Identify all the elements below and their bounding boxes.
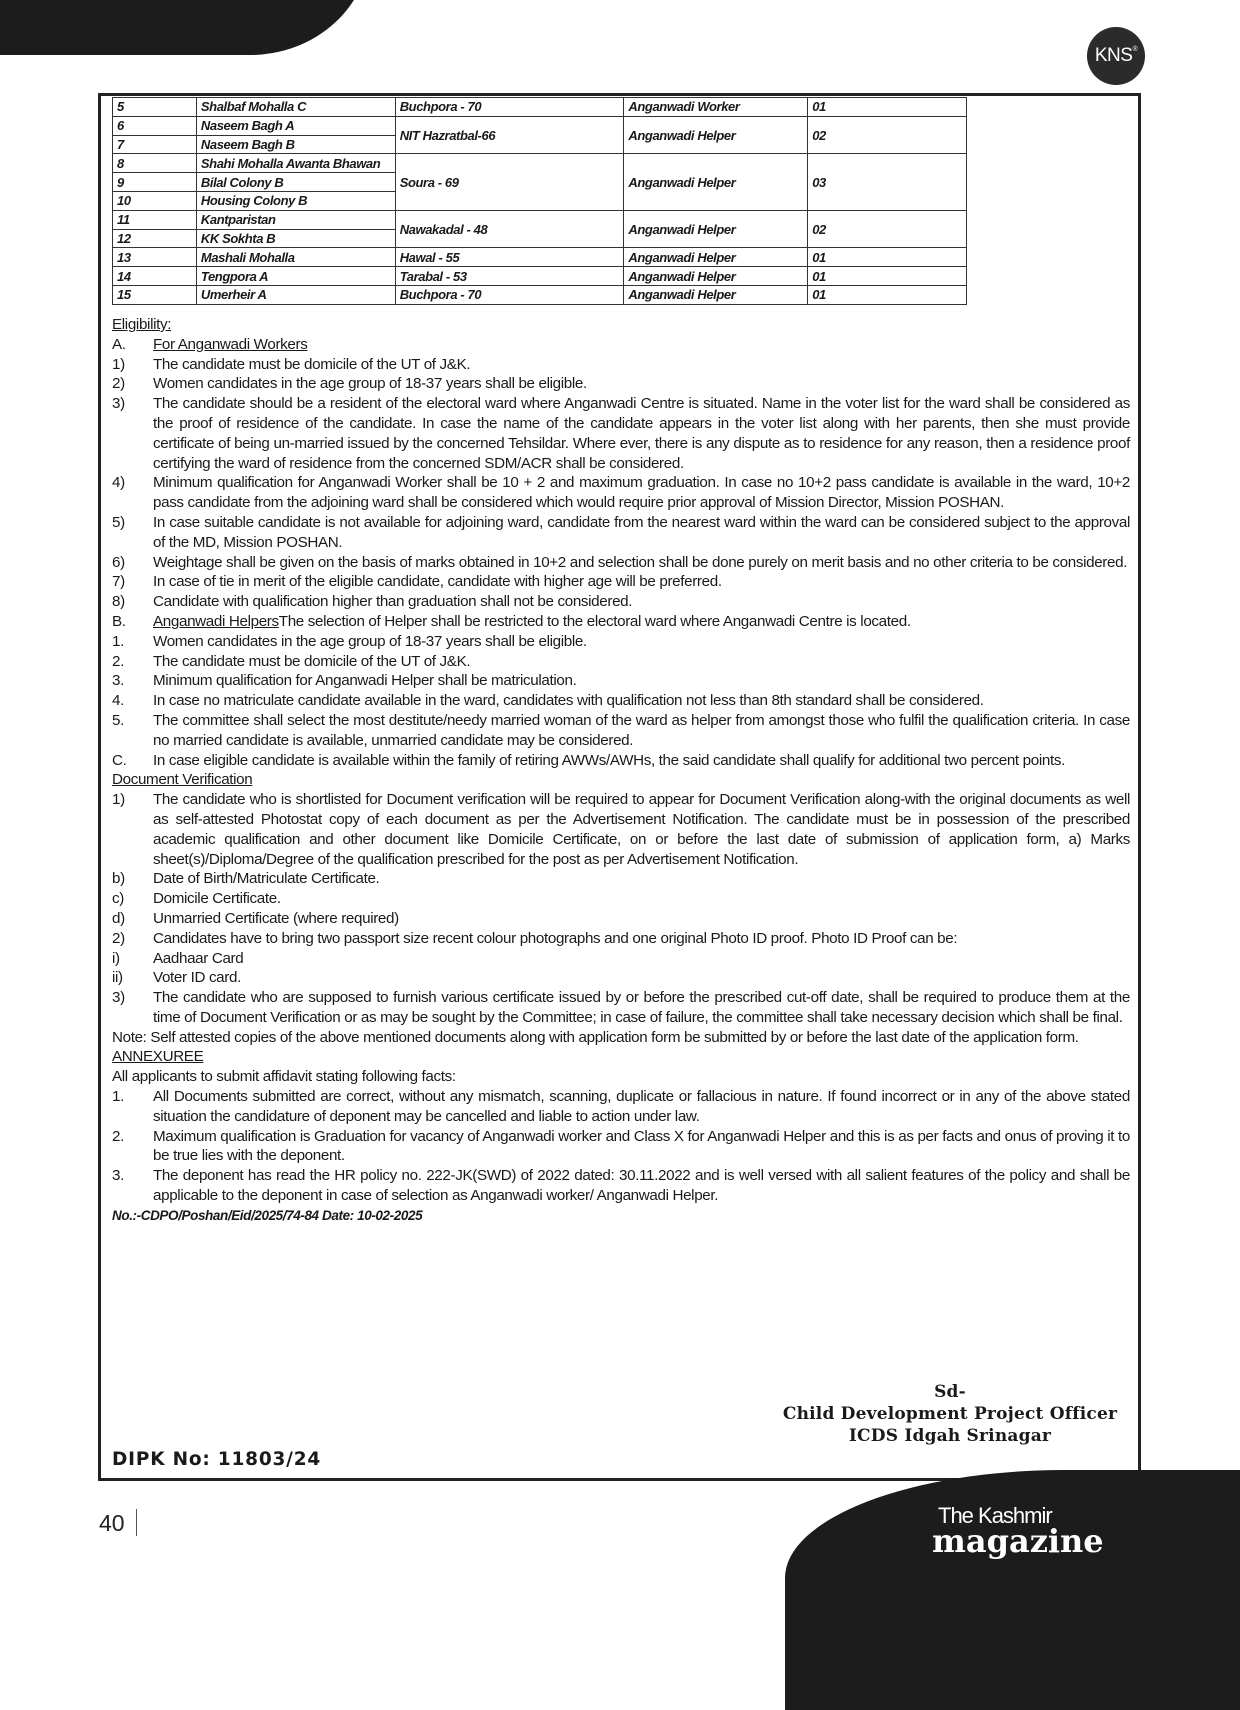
list-item (112, 652, 1130, 672)
list-item-text: The candidate must be domicile of the UT of J&K. (153, 355, 471, 373)
list-item-text: Unmarried Certificate (where required) (153, 909, 399, 927)
table-cell-count: 01 (808, 285, 967, 304)
table-cell-post: Anganwadi Helper (624, 267, 808, 286)
list-item-number: c) (112, 890, 124, 908)
table-cell-ward: Tengpora A (196, 267, 395, 286)
table-cell-ward: Mashali Mohalla (196, 248, 395, 267)
list-item (112, 949, 1130, 969)
list-item (112, 691, 1130, 711)
list-item (112, 929, 1130, 949)
table-cell-count: 01 (808, 98, 967, 117)
table-row (113, 98, 967, 117)
list-item-text: Women candidates in the age group of 18-37 years shall be eligible. (153, 632, 587, 650)
list-item-number: 8) (112, 593, 125, 611)
list-item-number: 5) (112, 513, 125, 531)
table-cell-sno: 14 (113, 267, 197, 286)
list-item (112, 671, 1130, 691)
table-cell-sno: 13 (113, 248, 197, 267)
list-item-text: In case eligible candidate is available within the family of retiring AWWs/AWHs, the said candidate shall qualify for additional two percent points. (153, 751, 1065, 769)
table-cell-ward: KK Sokhta B (196, 229, 395, 248)
list-item-number: 2. (112, 1127, 124, 1145)
list-item-number: 3) (112, 395, 125, 413)
table-cell-sno: 9 (113, 173, 197, 192)
list-item (112, 1166, 1130, 1206)
list-item (112, 513, 1130, 553)
table-cell-count: 02 (808, 210, 967, 248)
list-item-number: 2) (112, 375, 125, 393)
table-cell-count: 01 (808, 248, 967, 267)
table-cell-sno: 8 (113, 154, 197, 173)
list-item-number: 3) (112, 989, 125, 1007)
list-item (112, 988, 1130, 1028)
dipk-number: DIPK No: 11803/24 (112, 1449, 322, 1470)
list-item (112, 632, 1130, 652)
list-item-text: The committee shall select the most destitute/needy married woman of the ward as helper from amongst those who fulfil the qualification criteria. In case no married candidate is available, unmarried candidate may be considered. (153, 711, 1130, 749)
table-row (113, 116, 967, 135)
list-item (112, 553, 1130, 573)
section-a-heading: A. For Anganwadi Workers (112, 335, 308, 353)
table-cell-ward: Naseem Bagh A (196, 116, 395, 135)
table-cell-location: Soura - 69 (395, 154, 624, 210)
table-cell-post: Anganwadi Helper (624, 154, 808, 210)
list-item-text: In case of tie in merit of the eligible candidate, candidate with higher age will be preferred. (153, 573, 722, 591)
signature-office: ICDS Idgah Srinagar (848, 1426, 1052, 1446)
table-cell-location: Buchpora - 70 (395, 285, 624, 304)
table-cell-ward: Housing Colony B (196, 191, 395, 210)
list-item-number: b) (112, 870, 125, 888)
eligibility-heading: Eligibility: (112, 316, 172, 333)
document-list (112, 790, 1130, 1028)
table-cell-post: Anganwadi Helper (624, 116, 808, 154)
table-cell-sno: 5 (113, 98, 197, 117)
table-cell-sno: 12 (113, 229, 197, 248)
table-cell-sno: 15 (113, 285, 197, 304)
table-cell-count: 02 (808, 116, 967, 154)
list-item-text: Voter ID card. (153, 969, 241, 987)
list-item (112, 790, 1130, 869)
list-item (112, 711, 1130, 751)
list-item-text: The deponent has read the HR policy no. 222-JK(SWD) of 2022 dated: 30.11.2022 and is well versed with all salient features of the policy and shall be applicable to the deponent in case of selection as Anganwadi worker/ Anganwadi Helper. (153, 1167, 1130, 1205)
list-item-number: d) (112, 909, 125, 927)
list-item (112, 909, 1130, 929)
list-item-text: Weightage shall be given on the basis of marks obtained in 10+2 and selection shall be done purely on merit basis and no other criteria to be considered. (153, 553, 1128, 571)
table-cell-ward: Naseem Bagh B (196, 135, 395, 154)
list-item-number: C. (112, 751, 127, 769)
worker-eligibility-list (112, 355, 1130, 612)
list-item-text: Maximum qualification is Graduation for vacancy of Anganwadi worker and Class X for Anganwadi Helper and this is as per facts and onus of proving it to be true lies with the deponent. (153, 1127, 1130, 1165)
list-item-text: The candidate must be domicile of the UT of J&K. (153, 652, 471, 670)
list-item-number: ii) (112, 969, 123, 987)
section-b-heading: B. Anganwadi HelpersThe selection of Helper shall be restricted to the electoral ward where Anganwadi Centre is located. (112, 612, 911, 630)
table-cell-post: Anganwadi Helper (624, 285, 808, 304)
document-verification-heading: Document Verification (112, 771, 253, 789)
list-item (112, 1127, 1130, 1167)
list-item-number: 4. (112, 692, 124, 710)
table-cell-ward: Shalbaf Mohalla C (196, 98, 395, 117)
magazine-logo-line2: magazine (932, 1522, 1104, 1560)
list-item-number: 2) (112, 929, 125, 947)
list-item-number: 1. (112, 1088, 124, 1106)
list-item (112, 1087, 1130, 1127)
table-cell-location: Hawal - 55 (395, 248, 624, 267)
table-cell-sno: 6 (113, 116, 197, 135)
table-row (113, 285, 967, 304)
table-cell-post: Anganwadi Helper (624, 248, 808, 267)
list-item-text: All Documents submitted are correct, without any mismatch, scanning, duplicate or fallacious in nature. If found incorrect or in any of the above stated situation the candidature of deponent may be cancelled and liable to action under law. (153, 1088, 1130, 1125)
page-number: 40 (99, 1510, 125, 1536)
table-cell-count: 03 (808, 154, 967, 210)
table-cell-ward: Bilal Colony B (196, 173, 395, 192)
table-cell-location: Nawakadal - 48 (395, 210, 624, 248)
list-item-text: In case suitable candidate is not available for adjoining ward, candidate from the nearest ward within the ward can be considered subject to the approval of the MD, Mission POSHAN. (153, 513, 1130, 551)
list-item-number: 3. (112, 672, 124, 690)
list-item-text: In case no matriculate candidate available in the ward, candidates with qualification not less than 8th standard shall be considered. (153, 692, 984, 710)
list-item-text: Candidate with qualification higher than graduation shall not be considered. (153, 593, 633, 611)
list-item-text: The candidate who is shortlisted for Document verification will be required to appear for Document Verification along-with the original documents as well as self-attested Photostat copy of each document as per the Advertisement Notification. The candidate must be in possession of the prescribed academic qualification and other document like Domicile Certificate, on or before the last date of submission of application form, a) Marks sheet(s)/Diploma/Degree of the qualification prescribed for the post as per Advertisement Notification. (153, 791, 1130, 868)
annexure-intro: All applicants to submit affidavit stating following facts: (112, 1068, 456, 1086)
list-item (112, 592, 1130, 612)
annexure-list (112, 1087, 1130, 1206)
list-item-number: 5. (112, 711, 124, 729)
list-item-text: Candidates have to bring two passport size recent colour photographs and one original Photo ID proof. Photo ID Proof can be: (153, 929, 958, 947)
kns-logo: KNS ® (1087, 27, 1145, 85)
table-row (113, 210, 967, 229)
table-cell-location: NIT Hazratbal-66 (395, 116, 624, 154)
reference-number: No.:-CDPO/Poshan/Eid/2025/74-84 Date: 10-02-2025 (112, 1207, 423, 1223)
list-item (112, 889, 1130, 909)
list-item-text: Minimum qualification for Anganwadi Worker shall be 10 + 2 and maximum graduation. In case no 10+2 pass candidate is available in the ward, 10+2 pass candidate from the adjoining ward shall be considered which would require prior approval of Mission Director, Mission POSHAN. (153, 474, 1130, 512)
table-cell-post: Anganwadi Helper (624, 210, 808, 248)
table-cell-ward: Shahi Mohalla Awanta Bhawan (196, 154, 395, 173)
list-item (112, 869, 1130, 889)
signature-sd: Sd- (934, 1382, 966, 1402)
signature-title: Child Development Project Officer (782, 1404, 1118, 1424)
list-item (112, 572, 1130, 592)
list-item (112, 751, 1130, 771)
list-item (112, 355, 1130, 375)
table-cell-post: Anganwadi Worker (624, 98, 808, 117)
table-row (113, 154, 967, 173)
note-text: Note: Self attested copies of the above mentioned documents along with application form be submitted by or before the last date of the application form. (112, 1028, 1079, 1046)
list-item-text: The candidate should be a resident of the electoral ward where Anganwadi Centre is situated. Name in the voter list for the ward shall be considered as the proof of residence of the candidate. In case the name of the candidate appears in the voter list along with her parents, then she must provide certificate of being un-married issued by the concerned Tehsildar. Where ever, there is any dispute as to residence for any reason, then a residence proof certifying the ward of residence from the concerned SDM/ACR shall be considered. (153, 395, 1130, 472)
list-item-number: 1. (112, 632, 124, 650)
list-item-number: 6) (112, 553, 125, 571)
notice-body (112, 315, 1130, 1226)
table-cell-sno: 10 (113, 191, 197, 210)
table-cell-ward: Kantparistan (196, 210, 395, 229)
list-item-number: 4) (112, 474, 125, 492)
helper-eligibility-list (112, 632, 1130, 771)
table-row (113, 267, 967, 286)
list-item-number: 7) (112, 573, 125, 591)
list-item-number: 2. (112, 652, 124, 670)
annexure-heading: ANNEXUREE (112, 1048, 204, 1066)
table-cell-ward: Umerheir A (196, 285, 395, 304)
list-item (112, 374, 1130, 394)
list-item-number: 3. (112, 1167, 124, 1185)
table-cell-location: Tarabal - 53 (395, 267, 624, 286)
list-item (112, 394, 1130, 473)
list-item-text: The candidate who are supposed to furnish various certificate issued by or before the prescribed cut-off date, shall be required to produce them at the time of Document Verification or as may be sought by the Committee; in case of failure, the committee shall take necessary decision which shall be final. (153, 989, 1130, 1026)
list-item (112, 473, 1130, 513)
table-cell-location: Buchpora - 70 (395, 98, 624, 117)
table-cell-sno: 7 (113, 135, 197, 154)
page-divider (136, 1509, 137, 1536)
vacancy-table (112, 97, 967, 305)
table-cell-sno: 11 (113, 210, 197, 229)
list-item-text: Date of Birth/Matriculate Certificate. (153, 870, 380, 888)
magazine-logo-line1: The Kashmir (938, 1503, 1052, 1528)
list-item-number: i) (112, 949, 120, 967)
list-item-text: Aadhaar Card (153, 949, 244, 967)
table-row (113, 248, 967, 267)
list-item-text: Women candidates in the age group of 18-37 years shall be eligible. (153, 375, 587, 393)
header-decoration (0, 0, 370, 55)
list-item-number: 1) (112, 355, 125, 373)
list-item-number: 1) (112, 791, 125, 809)
list-item-text: Domicile Certificate. (153, 890, 281, 908)
table-cell-count: 01 (808, 267, 967, 286)
list-item (112, 968, 1130, 988)
list-item-text: Minimum qualification for Anganwadi Helper shall be matriculation. (153, 672, 577, 690)
